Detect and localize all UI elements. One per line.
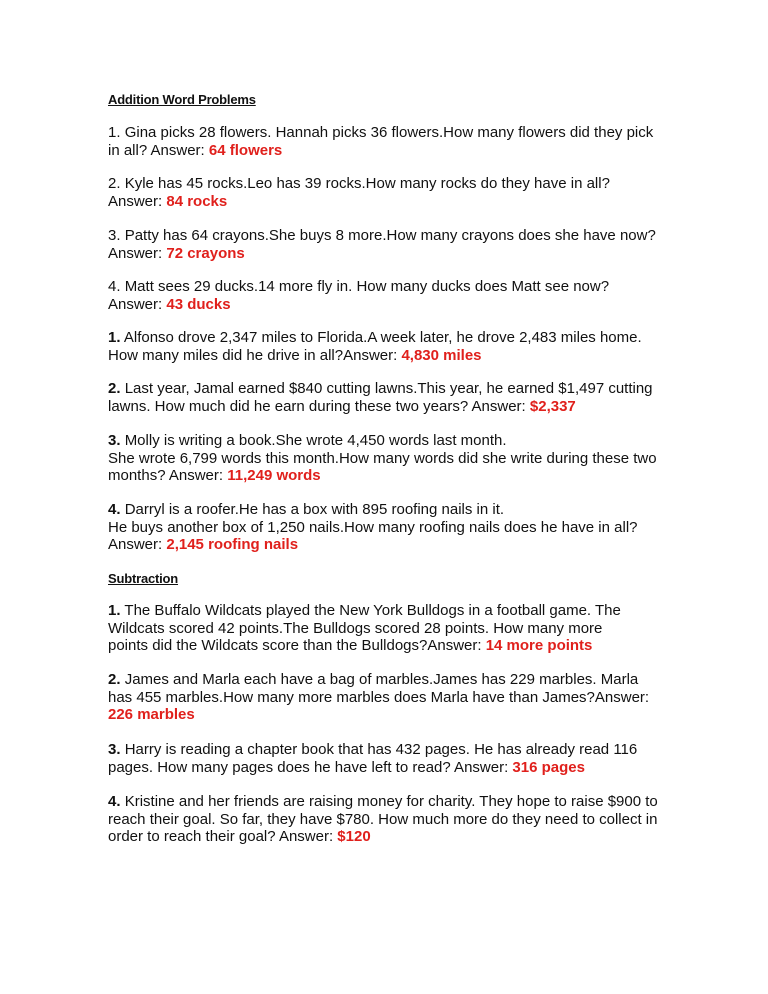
problem-text-line: James and Marla each have a bag of marbles.James has 229 marbles. Marla <box>124 671 639 688</box>
problem-text-line: Gina picks 28 flowers. Hannah picks 36 flowers.How many flowers did they pick <box>124 124 654 141</box>
word-problem <box>108 227 656 262</box>
problem-text-line: lawns. How much did he earn during these two years? Answer: <box>108 397 530 415</box>
problem-number: 1. <box>108 124 121 141</box>
word-problem <box>108 741 637 776</box>
problem-number: 2. <box>108 380 121 397</box>
answer: 64 flowers <box>208 141 283 159</box>
problem-text-line: Darryl is a roofer.He has a box with 895 roofing nails in it. <box>124 501 505 518</box>
problem-text-line: has 455 marbles.How many more marbles does Marla have than James?Answer: <box>108 688 650 706</box>
answer: 4,830 miles <box>401 346 482 364</box>
problem-number: 1. <box>108 602 121 619</box>
problem-text-line: points did the Wildcats score than the Bulldogs?Answer: <box>108 637 486 654</box>
problem-text-line: Alfonso drove 2,347 miles to Florida.A week later, he drove 2,483 miles home. <box>123 329 642 346</box>
answer: $120 <box>337 828 371 845</box>
word-problem <box>108 124 653 159</box>
problem-text-line: order to reach their goal? Answer: <box>108 828 338 845</box>
problem-text-line: Patty has 64 crayons.She buys 8 more.How many crayons does she have now? <box>124 227 656 244</box>
answer: 72 crayons <box>166 244 245 262</box>
problem-number: 3. <box>108 432 121 449</box>
word-problem <box>108 380 653 415</box>
answer: 11,249 words <box>227 467 321 484</box>
answer: 2,145 roofing nails <box>166 536 299 553</box>
problem-text-line: pages. How many pages does he have left to read? Answer: <box>108 758 513 776</box>
problem-text-line: Kyle has 45 rocks.Leo has 39 rocks.How many rocks do they have in all? <box>124 175 610 192</box>
word-problem <box>108 793 658 846</box>
problem-number: 4. <box>108 501 121 518</box>
word-problem <box>108 278 609 313</box>
word-problem <box>108 602 621 655</box>
problem-text-line: Kristine and her friends are raising money for charity. They hope to raise $900 to <box>124 793 658 810</box>
problem-number: 2. <box>108 175 121 192</box>
word-problem <box>108 432 657 485</box>
answer: 84 rocks <box>166 192 228 210</box>
problem-number: 3. <box>108 741 121 758</box>
problem-number: 3. <box>108 227 121 244</box>
problem-text-line: reach their goal. So far, they have $780. How much more do they need to collect in <box>108 810 658 828</box>
problem-text-line: Answer: <box>108 244 167 262</box>
problem-text-line: months? Answer: <box>108 467 228 484</box>
problem-number: 4. <box>108 793 121 810</box>
answer: 316 pages <box>512 758 585 776</box>
problem-text-line: How many miles did he drive in all?Answer: <box>108 346 402 364</box>
word-problem <box>108 671 649 724</box>
section-heading: Subtraction <box>108 571 179 586</box>
problem-text-line: Harry is reading a chapter book that has 432 pages. He has already read 116 <box>124 741 638 758</box>
problem-text-line: Answer: <box>108 192 167 210</box>
problem-text-line: Wildcats scored 42 points.The Bulldogs scored 28 points. How many more <box>108 619 603 637</box>
problem-text-line: The Buffalo Wildcats played the New York Bulldogs in a football game. The <box>124 602 621 619</box>
word-problem <box>108 175 610 210</box>
problem-text-line: Molly is writing a book.She wrote 4,450 words last month. <box>124 432 507 449</box>
problem-number: 4. <box>108 278 121 295</box>
problem-number: 2. <box>108 671 121 688</box>
problem-text-line: Matt sees 29 ducks.14 more fly in. How many ducks does Matt see now? <box>124 278 610 295</box>
word-problem <box>108 329 642 364</box>
section-heading: Addition Word Problems <box>108 92 256 107</box>
problem-text-line: She wrote 6,799 words this month.How many words did she write during these two <box>108 449 657 467</box>
problem-text-line: Answer: <box>108 536 167 553</box>
answer: $2,337 <box>529 397 576 415</box>
problem-text-line: Last year, Jamal earned $840 cutting lawns.This year, he earned $1,497 cutting <box>124 380 653 397</box>
problem-text-line: He buys another box of 1,250 nails.How many roofing nails does he have in all? <box>108 518 638 536</box>
word-problem <box>108 501 638 554</box>
answer: 43 ducks <box>166 295 231 313</box>
answer: 226 marbles <box>108 706 195 723</box>
problem-number: 1. <box>108 329 121 346</box>
problem-text-line: in all? Answer: <box>108 141 209 159</box>
problem-text-line: Answer: <box>108 295 167 313</box>
answer: 14 more points <box>485 637 593 654</box>
